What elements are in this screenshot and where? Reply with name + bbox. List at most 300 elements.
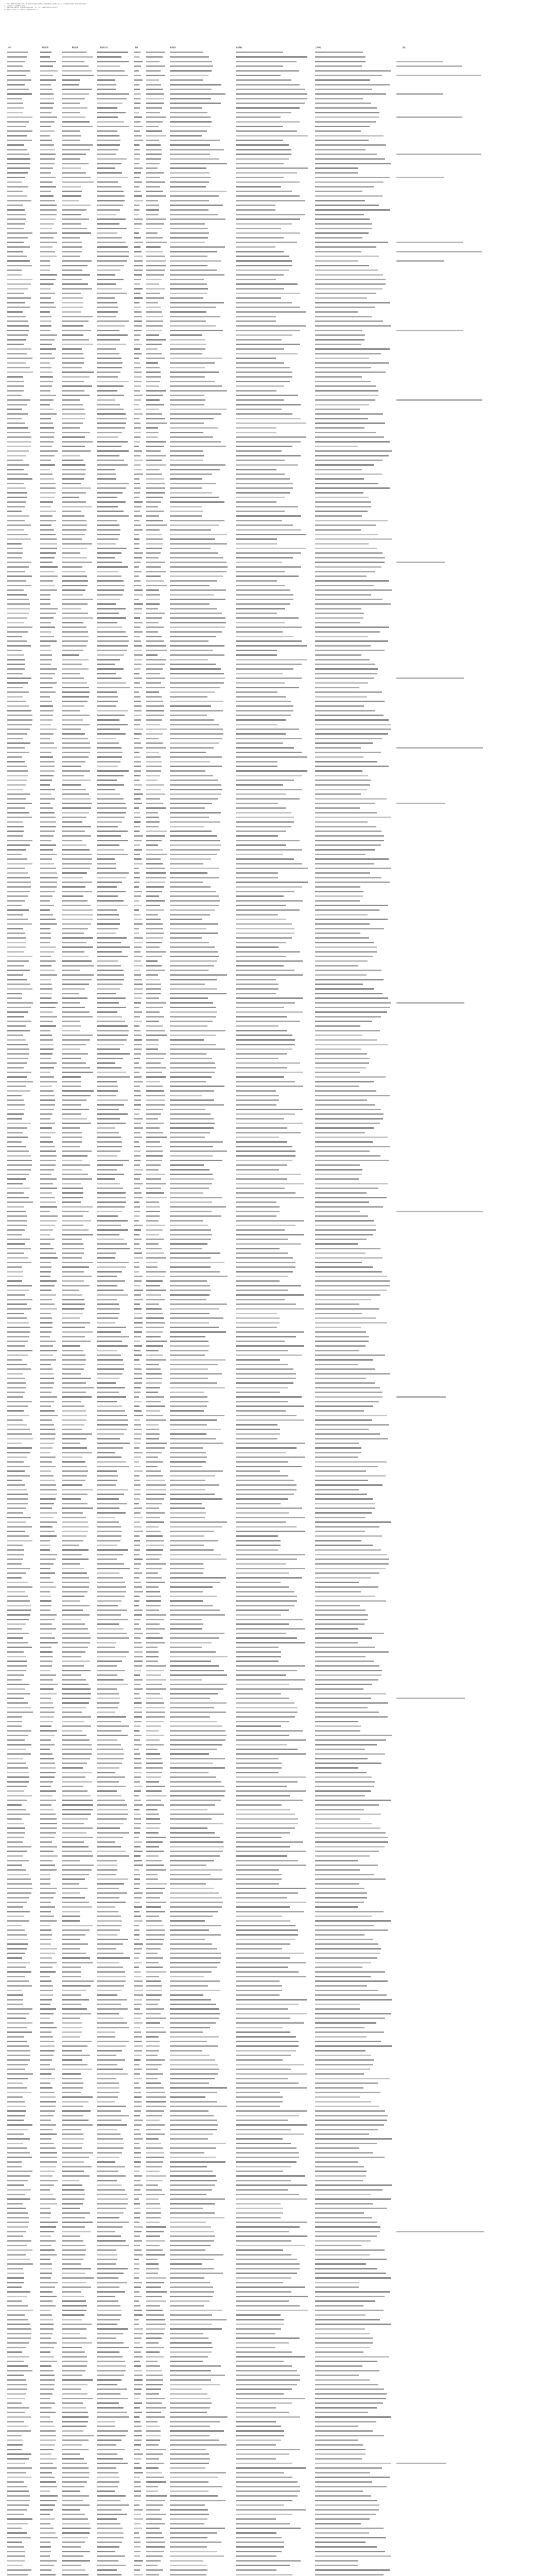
table-cell bbox=[40, 302, 54, 303]
notice-line: 四、受理部门及联系方式：以单位名义反映的要加盖公章。 bbox=[4, 9, 550, 11]
table-row bbox=[6, 630, 550, 634]
table-cell bbox=[62, 116, 85, 118]
table-cell bbox=[62, 552, 80, 554]
table-cell bbox=[7, 409, 22, 410]
table-cell bbox=[7, 682, 28, 684]
table-cell bbox=[170, 849, 220, 851]
table-cell bbox=[7, 297, 31, 299]
table-cell bbox=[236, 840, 300, 841]
table-cell bbox=[97, 79, 115, 81]
table-cell bbox=[315, 195, 383, 197]
table-cell bbox=[236, 844, 286, 846]
table-cell bbox=[97, 599, 120, 600]
table-cell bbox=[62, 664, 82, 665]
table-cell bbox=[62, 288, 92, 290]
table-cell bbox=[40, 395, 56, 396]
table-cell bbox=[236, 613, 277, 614]
table-cell bbox=[236, 673, 283, 674]
table-cell bbox=[170, 436, 213, 438]
table-cell bbox=[170, 404, 204, 405]
table-cell bbox=[170, 831, 212, 832]
table-cell bbox=[236, 103, 305, 104]
table-cell bbox=[146, 668, 163, 670]
table-cell bbox=[40, 599, 50, 600]
table-row bbox=[6, 69, 550, 73]
table-cell bbox=[146, 524, 167, 526]
table-row bbox=[6, 351, 550, 356]
table-cell bbox=[315, 817, 391, 818]
table-cell bbox=[170, 242, 205, 243]
table-cell bbox=[315, 381, 371, 382]
table-cell bbox=[170, 279, 204, 280]
table-cell bbox=[236, 534, 306, 535]
table-cell bbox=[315, 112, 379, 113]
table-cell bbox=[40, 228, 52, 229]
table-cell bbox=[236, 140, 283, 141]
table-row bbox=[6, 838, 550, 843]
table-cell bbox=[236, 826, 291, 827]
table-cell bbox=[40, 682, 57, 684]
table-cell bbox=[236, 399, 284, 401]
table-cell bbox=[62, 121, 90, 123]
table-cell bbox=[40, 696, 50, 698]
table-cell bbox=[40, 274, 57, 276]
table-cell bbox=[170, 548, 211, 549]
table-cell bbox=[146, 103, 164, 104]
table-cell bbox=[40, 191, 51, 192]
table-cell bbox=[315, 752, 381, 753]
table-cell bbox=[146, 715, 164, 716]
table-cell bbox=[170, 594, 214, 596]
table-cell bbox=[315, 585, 374, 586]
table-cell bbox=[7, 455, 26, 456]
table-cell bbox=[134, 858, 142, 860]
table-cell bbox=[315, 404, 369, 405]
table-cell bbox=[134, 868, 139, 869]
table-cell bbox=[7, 288, 28, 290]
table-cell bbox=[236, 552, 301, 554]
table-cell bbox=[62, 283, 88, 285]
table-cell bbox=[315, 831, 381, 832]
table-cell bbox=[7, 163, 30, 164]
table-cell bbox=[7, 418, 22, 419]
table-cell bbox=[62, 515, 84, 517]
table-cell bbox=[62, 779, 91, 781]
table-cell bbox=[236, 126, 283, 127]
table-cell bbox=[97, 538, 118, 540]
table-row bbox=[6, 379, 550, 384]
table-cell bbox=[97, 844, 119, 846]
table-cell bbox=[7, 390, 24, 392]
table-cell bbox=[236, 543, 277, 545]
table-cell bbox=[62, 186, 81, 188]
table-row bbox=[6, 129, 550, 133]
table-cell bbox=[40, 283, 54, 285]
table-cell bbox=[7, 293, 24, 294]
table-cell bbox=[134, 715, 142, 716]
table-row bbox=[6, 435, 550, 439]
table-cell bbox=[134, 835, 143, 837]
table-cell bbox=[97, 460, 124, 461]
table-cell bbox=[146, 371, 161, 373]
table-cell bbox=[62, 358, 84, 359]
table-cell bbox=[7, 677, 31, 679]
table-cell bbox=[315, 613, 364, 614]
table-row bbox=[6, 875, 550, 880]
table-cell bbox=[236, 849, 302, 851]
table-cell bbox=[236, 831, 286, 832]
table-row bbox=[6, 690, 550, 694]
table-row bbox=[6, 657, 550, 662]
table-cell bbox=[236, 469, 276, 470]
table-cell bbox=[315, 140, 369, 141]
table-cell bbox=[97, 877, 126, 878]
table-cell bbox=[97, 775, 124, 776]
table-row bbox=[6, 439, 550, 444]
table-cell bbox=[134, 478, 140, 480]
table-cell bbox=[315, 793, 361, 795]
table-cell bbox=[146, 413, 162, 415]
table-cell bbox=[146, 473, 162, 475]
table-cell bbox=[40, 251, 55, 252]
table-cell bbox=[236, 580, 277, 582]
table-cell bbox=[7, 84, 25, 86]
table-cell bbox=[7, 218, 26, 220]
table-cell bbox=[62, 677, 84, 679]
table-cell bbox=[97, 529, 120, 531]
table-row bbox=[6, 222, 550, 226]
table-cell bbox=[40, 399, 54, 401]
table-cell bbox=[170, 766, 222, 767]
table-cell bbox=[170, 626, 225, 628]
table-cell bbox=[146, 543, 163, 545]
table-row bbox=[6, 732, 550, 736]
table-cell bbox=[146, 529, 160, 531]
table-cell bbox=[170, 107, 202, 109]
table-cell bbox=[134, 75, 141, 76]
table-cell bbox=[236, 209, 275, 211]
table-cell bbox=[7, 432, 30, 433]
table-cell bbox=[40, 687, 53, 688]
table-cell bbox=[315, 251, 361, 252]
table-row bbox=[6, 871, 550, 875]
table-cell bbox=[170, 84, 221, 86]
table-cell bbox=[97, 376, 118, 378]
table-cell bbox=[40, 260, 50, 262]
table-cell bbox=[170, 524, 219, 526]
table-cell bbox=[170, 682, 224, 684]
table-cell bbox=[62, 798, 91, 800]
table-cell bbox=[7, 130, 32, 132]
table-cell bbox=[134, 608, 142, 609]
table-cell bbox=[134, 831, 140, 832]
table-cell bbox=[236, 325, 306, 327]
table-cell bbox=[62, 701, 88, 702]
table-cell bbox=[40, 668, 57, 670]
table-cell bbox=[236, 409, 282, 410]
table-cell bbox=[146, 557, 159, 558]
table-cell bbox=[40, 177, 56, 178]
table-cell bbox=[40, 654, 52, 656]
table-cell bbox=[40, 617, 54, 619]
table-cell bbox=[315, 779, 371, 781]
table-cell bbox=[97, 307, 118, 308]
table-cell bbox=[315, 529, 361, 531]
table-cell bbox=[236, 395, 298, 396]
table-row bbox=[6, 541, 550, 546]
table-cell bbox=[134, 473, 143, 475]
table-cell bbox=[40, 371, 53, 373]
table-cell bbox=[315, 580, 389, 582]
table-cell bbox=[134, 594, 143, 596]
table-row bbox=[6, 467, 550, 472]
table-row bbox=[6, 106, 550, 110]
table-cell bbox=[236, 316, 276, 317]
table-cell bbox=[62, 511, 81, 512]
table-cell bbox=[315, 789, 367, 790]
table-cell bbox=[40, 334, 57, 336]
table-row bbox=[6, 347, 550, 351]
table-cell bbox=[315, 154, 377, 155]
table-cell bbox=[7, 594, 27, 596]
table-cell bbox=[315, 409, 360, 410]
table-cell bbox=[62, 849, 90, 851]
table-cell bbox=[40, 501, 53, 503]
table-cell bbox=[7, 376, 23, 378]
table-cell bbox=[146, 464, 166, 466]
table-cell bbox=[170, 154, 210, 155]
table-cell bbox=[7, 766, 27, 767]
table-cell bbox=[97, 61, 129, 62]
table-cell bbox=[170, 789, 222, 790]
table-cell bbox=[315, 149, 366, 150]
table-cell bbox=[134, 422, 141, 424]
table-cell bbox=[40, 529, 54, 531]
table-cell bbox=[7, 381, 24, 382]
table-cell bbox=[146, 167, 158, 169]
table-cell bbox=[97, 154, 116, 155]
table-cell bbox=[62, 399, 80, 401]
table-cell bbox=[236, 705, 293, 707]
table-cell bbox=[146, 228, 162, 229]
table-cell bbox=[62, 622, 83, 623]
table-cell bbox=[315, 218, 370, 220]
table-cell bbox=[236, 52, 283, 53]
table-cell bbox=[315, 798, 387, 800]
table-cell bbox=[97, 524, 119, 526]
table-cell bbox=[146, 422, 167, 424]
table-cell bbox=[40, 770, 55, 772]
table-cell bbox=[97, 358, 121, 359]
table-cell bbox=[236, 228, 281, 229]
table-cell bbox=[62, 784, 81, 786]
table-cell bbox=[97, 274, 115, 276]
table-cell bbox=[170, 385, 222, 387]
table-cell bbox=[62, 719, 83, 721]
table-cell bbox=[97, 339, 120, 341]
table-cell bbox=[40, 460, 51, 461]
table-row bbox=[6, 885, 550, 889]
table-cell bbox=[170, 784, 221, 786]
table-cell bbox=[315, 158, 385, 160]
table-cell bbox=[315, 214, 364, 215]
table-cell bbox=[146, 251, 163, 252]
table-cell bbox=[236, 664, 302, 665]
table-cell bbox=[134, 677, 142, 679]
table-cell bbox=[40, 557, 55, 558]
table-cell bbox=[40, 821, 56, 823]
table-cell bbox=[170, 89, 212, 90]
table-row bbox=[6, 736, 550, 741]
table-cell bbox=[146, 455, 166, 456]
table-row bbox=[6, 537, 550, 541]
table-cell bbox=[7, 645, 31, 647]
table-cell bbox=[40, 242, 57, 243]
table-cell bbox=[40, 705, 53, 707]
table-cell bbox=[134, 228, 141, 229]
table-cell bbox=[134, 362, 140, 364]
table-cell bbox=[134, 409, 141, 410]
table-cell bbox=[170, 673, 224, 674]
table-row bbox=[6, 388, 550, 393]
table-cell bbox=[62, 817, 86, 818]
table-row bbox=[6, 555, 550, 560]
table-cell bbox=[134, 436, 141, 438]
table-cell bbox=[315, 840, 384, 841]
table-cell bbox=[97, 659, 120, 660]
table-cell bbox=[40, 103, 54, 104]
table-row bbox=[6, 676, 550, 681]
table-cell bbox=[40, 256, 57, 257]
table-row bbox=[6, 115, 550, 120]
table-cell bbox=[236, 538, 277, 540]
table-cell bbox=[236, 478, 290, 480]
table-row bbox=[6, 402, 550, 407]
table-cell bbox=[97, 728, 120, 730]
table-cell bbox=[236, 784, 283, 786]
table-cell bbox=[146, 687, 165, 688]
table-cell bbox=[315, 460, 383, 461]
table-cell bbox=[134, 116, 142, 118]
table-cell bbox=[134, 580, 141, 582]
table-cell bbox=[40, 724, 51, 725]
table-cell bbox=[62, 107, 88, 109]
table-cell bbox=[170, 251, 217, 252]
table-cell bbox=[170, 121, 212, 123]
table-cell bbox=[315, 524, 376, 526]
table-cell bbox=[134, 70, 139, 72]
table-cell bbox=[40, 478, 54, 480]
table-cell bbox=[315, 492, 363, 494]
table-cell bbox=[62, 293, 81, 294]
table-cell bbox=[40, 121, 55, 123]
table-row bbox=[6, 514, 550, 518]
table-cell bbox=[236, 747, 294, 749]
table-cell bbox=[40, 353, 52, 354]
table-cell bbox=[170, 543, 227, 545]
table-cell bbox=[134, 497, 140, 498]
table-cell bbox=[236, 497, 285, 498]
table-cell bbox=[97, 195, 125, 197]
table-cell bbox=[7, 385, 24, 387]
table-cell bbox=[40, 492, 56, 494]
table-cell bbox=[170, 650, 213, 651]
table-cell bbox=[146, 418, 165, 419]
table-cell bbox=[134, 631, 143, 633]
table-row bbox=[6, 412, 550, 416]
table-row bbox=[6, 773, 550, 778]
table-cell bbox=[236, 691, 277, 693]
table-cell bbox=[146, 260, 166, 262]
table-cell bbox=[134, 427, 141, 429]
table-cell bbox=[315, 358, 369, 359]
table-cell bbox=[134, 65, 141, 67]
table-cell bbox=[134, 844, 140, 846]
table-cell bbox=[97, 631, 126, 633]
table-cell bbox=[170, 645, 224, 647]
table-cell bbox=[7, 320, 28, 322]
notice-line: 一、为进一步做好考试录用公务员工作，按照公务员法及有关规定，现将拟录用人员名单予以公示，公示期间如有问题，请向有关部门反映。 bbox=[4, 3, 550, 5]
table-cell bbox=[236, 812, 291, 814]
table-cell bbox=[62, 348, 82, 350]
table-cell bbox=[7, 664, 25, 665]
table-cell bbox=[134, 724, 140, 725]
table-cell bbox=[315, 640, 388, 642]
table-cell bbox=[7, 603, 30, 605]
table-cell bbox=[62, 381, 84, 382]
table-cell bbox=[170, 636, 216, 637]
table-row bbox=[6, 328, 550, 333]
table-cell bbox=[146, 93, 164, 95]
table-cell bbox=[62, 144, 93, 146]
table-cell bbox=[170, 464, 225, 466]
table-cell bbox=[236, 246, 275, 248]
table-cell bbox=[62, 840, 82, 841]
table-cell bbox=[7, 789, 23, 790]
table-row bbox=[6, 625, 550, 630]
table-cell bbox=[134, 140, 143, 141]
table-cell bbox=[315, 395, 378, 396]
table-cell bbox=[62, 302, 83, 303]
table-row bbox=[6, 504, 550, 509]
table-cell bbox=[170, 214, 218, 215]
table-cell bbox=[315, 52, 363, 53]
table-cell bbox=[236, 232, 300, 234]
table-row bbox=[6, 783, 550, 787]
table-cell bbox=[170, 61, 212, 62]
table-cell bbox=[146, 353, 162, 354]
table-cell bbox=[134, 798, 141, 800]
table-cell bbox=[7, 89, 29, 90]
table-cell bbox=[315, 325, 391, 327]
table-cell bbox=[62, 56, 93, 58]
table-cell bbox=[7, 552, 23, 554]
table-cell bbox=[236, 872, 278, 874]
table-cell bbox=[170, 269, 217, 271]
table-cell bbox=[146, 450, 161, 452]
table-cell bbox=[40, 348, 56, 350]
table-cell bbox=[170, 228, 208, 229]
table-cell bbox=[7, 613, 29, 614]
table-cell bbox=[134, 733, 142, 735]
table-cell bbox=[170, 469, 220, 470]
table-cell bbox=[170, 390, 227, 392]
table-cell bbox=[146, 742, 163, 744]
table-cell bbox=[62, 872, 87, 874]
table-cell bbox=[62, 149, 90, 150]
table-cell bbox=[146, 821, 160, 823]
table-cell bbox=[170, 427, 218, 429]
